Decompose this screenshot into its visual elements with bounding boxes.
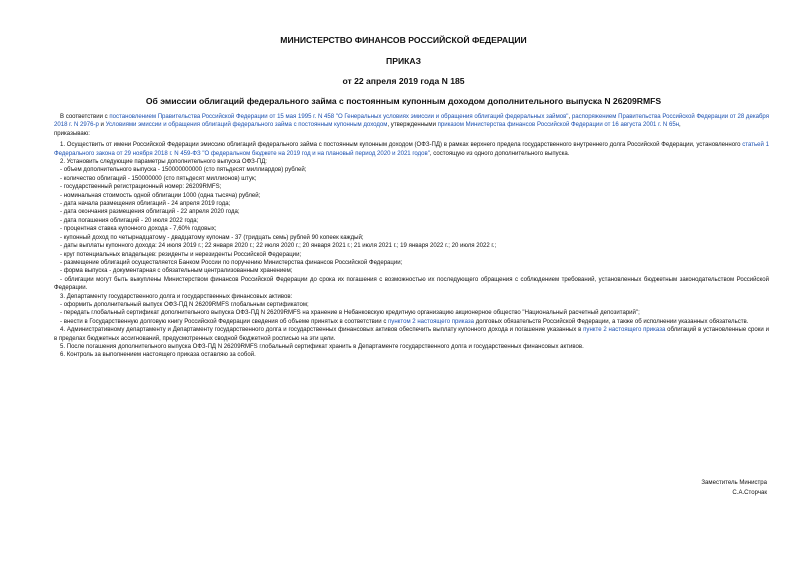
preamble-paragraph (54, 113, 769, 130)
param-line: - номинальная стоимость одной облигации 1000 (одна тысяча) рублей; (60, 192, 261, 199)
doc-title: Об эмиссии облигаций федерального займа с постоянным купонным доходом дополнительного выпуска N 26209RMFS (145, 96, 662, 106)
item-2-heading: 2. Установить следующие параметры дополнительного выпуска ОФЗ-ПД: (60, 159, 267, 166)
preamble-text: , (679, 122, 681, 129)
item-1 (54, 141, 769, 158)
signature-block (701, 478, 767, 498)
param-line: - процентная ставка купонного дохода - 7,60% годовых; (60, 226, 217, 233)
preamble-text: и (98, 122, 106, 129)
item-4-text: 4. Административному департаменту и Департаменту государственного долга и государственных финансовых активов обеспечить выплату купонного дохода и погашение указанных в (60, 327, 584, 334)
order-word: приказываю: (54, 130, 90, 137)
item-4-text: облигаций в установленные сроки и в пределах бюджетных ассигнований, предусмотренных сводной бюджетной росписью на эти цели. (54, 327, 769, 342)
item-1-text: 1. Осуществить от имени Российской Федерации эмиссию облигаций федерального займа с постоянным купонным доходом (ОФЗ-ПД) в рамках верхнего предела государственного внутреннего долга Российской Федерации, установленного (60, 142, 743, 149)
signature-name: С.А.Сторчак (732, 490, 767, 496)
document-body (54, 113, 769, 360)
item-3-sub-1: - оформить дополнительный выпуск ОФЗ-ПД N 26209RMFS глобальным сертификатом; (60, 301, 309, 308)
param-line: - круг потенциальных владельцев: резиденты и нерезиденты Российской Федерации; (60, 251, 302, 258)
param-line: - количество облигаций - 150000000 (сто пятьдесят миллионов) штук; (60, 175, 257, 182)
item-3-heading: 3. Департаменту государственного долга и государственных финансовых активов: (60, 293, 293, 300)
param-line: - объем дополнительного выпуска - 150000000000 (сто пятьдесят миллиардов) рублей; (60, 167, 307, 174)
link-rasporyazhenie[interactable]: распоряжением Правительства Российской Федерации от 28 декабря 2018 г. N 2976-р (54, 114, 769, 129)
item-3-text: - внести в Государственную долговую книгу Российской Федерации сведения об объеме принятых в соответствии с (60, 318, 389, 325)
param-line: - государственный регистрационный номер: 26209RMFS; (60, 184, 222, 191)
param-line: - облигации могут быть выкуплены Министерством финансов Российской Федерации до срока их погашения с возможностью их последующего обращения с соблюдением требований, установленных бюджетным законодательством Российской Федерации. (54, 276, 769, 292)
param-line: - размещение облигаций осуществляется Банком России по поручению Министерства финансов Российской Федерации; (60, 259, 403, 266)
link-federal-law[interactable]: статьей 1 Федерального закона от 29 ноября 2018 г. N 459-ФЗ "О федеральном бюджете на 2019 год и на плановый период 2020 и 2021 годов" (54, 142, 769, 157)
param-line: - форма выпуска - документарная с обязательным централизованным хранением; (60, 268, 293, 275)
link-punkt-2[interactable]: пунктом 2 настоящего приказа (388, 318, 475, 325)
item-5: 5. После погашения дополнительного выпуска ОФЗ-ПД N 26209RMFS глобальный сертификат хранить в Департаменте государственного долга и государственных финансовых активов. (60, 343, 584, 350)
link-usloviya[interactable]: Условиями эмиссии и обращения облигаций федерального займа с постоянным купонным доходом (105, 122, 388, 129)
item-4 (54, 326, 769, 343)
signature-position: Заместитель Министра (701, 480, 767, 486)
doc-type-heading: ПРИКАЗ (386, 56, 421, 66)
link-prikaz-minfin[interactable]: приказом Министерства финансов Российской Федерации от 16 августа 2001 г. N 65н (437, 122, 680, 129)
item-3-sub-3 (54, 318, 769, 326)
preamble-text: , (568, 114, 572, 120)
link-postanovlenie[interactable]: постановлением Правительства Российской Федерации от 15 мая 1995 г. N 458 "О Генеральных условиях эмиссии и обращения облигаций федеральных займов" (109, 114, 569, 120)
item-3-text: долговых обязательств Российской Федерации, а также об исполнении указанных обязательств. (474, 318, 749, 325)
preamble-text: , утвержденными (387, 122, 438, 129)
param-line: - даты выплаты купонного дохода: 24 июля 2019 г.; 22 января 2020 г.; 22 июля 2020 г.; 20 января 2021 г.; 21 июля 2021 г.; 19 января 2022 г.; 20 июля 2022 г.; (60, 243, 497, 250)
param-line: - купонный доход по четырнадцатому - двадцатому купонам - 37 (тридцать семь) рублей 90 копеек каждый; (60, 234, 364, 241)
param-line: - дата окончания размещения облигаций - 22 апреля 2020 года; (60, 209, 240, 216)
doc-date-heading: от 22 апреля 2019 года N 185 (342, 76, 465, 86)
param-line: - дата начала размещения облигаций - 24 апреля 2019 года; (60, 201, 231, 208)
ministry-heading: МИНИСТЕРСТВО ФИНАНСОВ РОССИЙСКОЙ ФЕДЕРАЦИИ (280, 35, 527, 45)
item-6: 6. Контроль за выполнением настоящего приказа оставляю за собой. (60, 352, 256, 359)
link-punkt-2[interactable]: пункте 2 настоящего приказа (583, 327, 666, 334)
preamble-text: В соответствии с (60, 114, 110, 120)
item-3-sub-2: - передать глобальный сертификат дополнительного выпуска ОФЗ-ПД N 26209RMFS на хранение в Небанковскую кредитную организацию акционерное общество "Национальный расчетный депозитарий"; (60, 310, 640, 317)
param-line: - дата погашения облигаций - 20 июля 2022 года; (60, 217, 199, 224)
item-2-params (54, 166, 769, 292)
item-1-text: , состоящую из одного дополнительного выпуска. (429, 150, 570, 157)
